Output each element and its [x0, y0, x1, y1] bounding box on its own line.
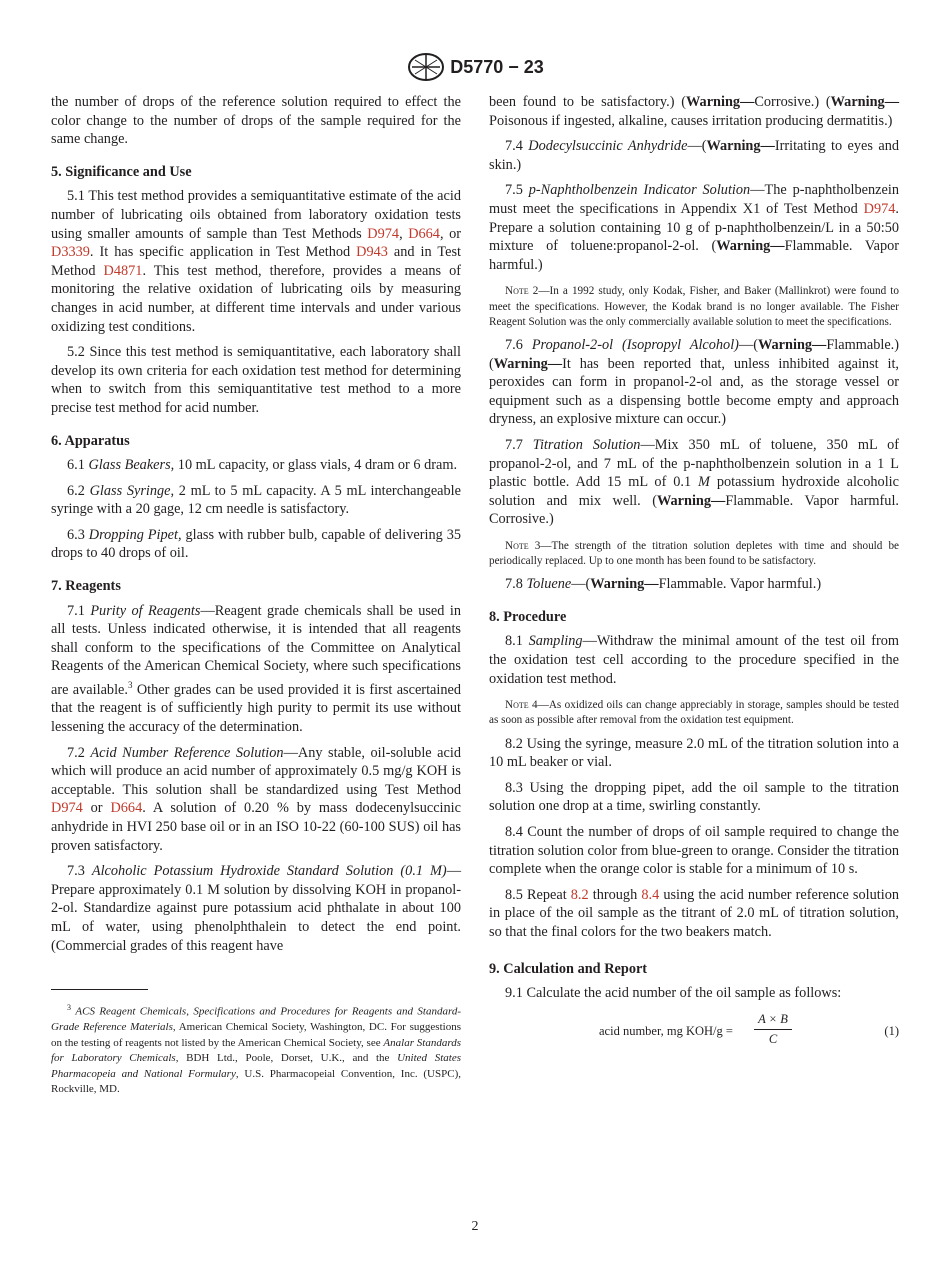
section-9-title: 9. Calculation and Report — [489, 960, 648, 977]
equation-1 — [489, 1010, 899, 1054]
paragraph-6-2: 6.2 Glass Syringe, 2 mL to 5 mL capacity. A 5 mL interchangeable syringe with a 20 gage, 12 cm needle is satisfactory. — [51, 482, 461, 518]
ref-8-2-link[interactable]: 8.2 — [570, 886, 589, 903]
ref-d4871-link[interactable]: D4871 — [103, 262, 143, 279]
ref-8-4-link[interactable]: 8.4 — [641, 886, 660, 903]
paragraph-7-7: 7.7 Titration Solution—Mix 350 mL of toluene, 350 mL of propanol-2-ol, and 7 mL of the p-naphtholbenzein solution in a 1 L plastic bottle. Add 15 mL of 0.1 M potassium hydroxide alcoholic solution and mix well. (Warning—Flammable. Vapor harmful. Corrosive.) — [489, 436, 899, 528]
paragraph-7-2: 7.2 Acid Number Reference Solution—Any stable, oil-soluble acid which will produce an acid number of approximately 0.5 mg/g KOH is acceptable. This solution shall be standardized using Test Method D974 or D664. A solution of 0.20 % by mass dodecenylsuccinic anhydride in HVI 250 base oil or in an ISO 10-22 (60-100 SUS) oil has proven satisfactory. — [51, 744, 461, 854]
paragraph-7-8: 7.8 Toluene—(Warning—Flammable. Vapor harmful.) — [505, 576, 822, 593]
equation-lhs: acid number, mg KOH/g = — [599, 1023, 733, 1038]
note-3: Note 3—The strength of the titration solution depletes with time and should be periodically replaced. Up to one month has been found to be satisfactory. — [489, 539, 899, 568]
ref-d974-link[interactable]: D974 — [863, 200, 896, 217]
paragraph-7-4: 7.4 Dodecylsuccinic Anhydride—(Warning—Irritating to eyes and skin.) — [489, 138, 899, 173]
document-id: D5770 − 23 — [450, 56, 544, 77]
section-7-title: 7. Reagents — [51, 578, 121, 595]
footnote-3: $^3$ ACS Reagent Chemicals, Specifications and Procedures for Reagents and Standard-Grade Reference Materials, American Chemical Society, Washington, DC. For suggestions on the testing of reagents not listed by the American Chemical Society, see Analar Standards for Laboratory Chemicals, BDH Ltd., Poole, Dorset, U.K., and the United States Pharmacopeia and National Formulary, U.S. Pharmacopeial Convention, Inc. (USPC), Rockville, MD. — [51, 1003, 461, 1096]
paragraph-8-3: 8.3 Using the dropping pipet, add the oil sample to the titration solution one drop at a time, swirling constantly. — [489, 779, 899, 815]
ref-d974-link[interactable]: D974 — [51, 800, 83, 817]
ref-d664-link[interactable]: D664 — [110, 800, 143, 817]
ref-d974-link[interactable]: D974 — [367, 225, 400, 242]
note-4: Note 4—As oxidized oils can change appreciably in storage, samples should be tested as soon as possible after removal from the oxidation test equipment. — [489, 699, 899, 727]
paragraph-8-5: 8.5 Repeat 8.2 through 8.4 using the acid number reference solution in place of the oil sample as the titrant of 2.0 mL of titration solution, so that the final colors for the two beakers match. — [489, 886, 899, 941]
equation-fraction — [754, 1010, 792, 1049]
paragraph-7-1: 7.1 Purity of Reagents—Reagent grade chemicals shall be used in all tests. Unless indicated otherwise, it is intended that all reagents shall conform to the specifications of the Committee on Analytical Reagents of the American Chemical Society, where such specifications are available.$^3$ Other grades can be used provided it is first ascertained that the reagent is of sufficiently high purity to permit its use without lessening the accuracy of the determination. — [51, 602, 461, 735]
astm-logo-icon — [406, 52, 446, 82]
note-2: Note 2—In a 1992 study, only Kodak, Fisher, and Baker (Mallinkrot) were found to meet the specifications. However, the Kodak brand is no longer available. The Fisher Reagent Solution was the only commercially available solution to meet the specifications. — [489, 285, 899, 328]
footnote-marker[interactable]: 3 — [127, 680, 133, 691]
paragraph-9-1: 9.1 Calculate the acid number of the oil sample as follows: — [505, 985, 842, 1002]
paragraph-6-1: 6.1 Glass Beakers, 10 mL capacity, or glass vials, 4 dram or 6 dram. — [67, 457, 458, 474]
paragraph-7-3-continued: been found to be satisfactory.) (Warning—Corrosive.) (Warning—Poisonous if ingested, alkaline, causes irritation producing dermatitis.) — [489, 94, 899, 129]
section-5-title: 5. Significance and Use — [51, 163, 192, 180]
equation-denominator: C — [768, 1032, 778, 1047]
page-header — [0, 52, 950, 82]
section-6-title: 6. Apparatus — [51, 432, 130, 449]
right-column — [489, 93, 899, 1054]
section-8-title: 8. Procedure — [489, 608, 567, 625]
paragraph-5-1: 5.1 This test method provides a semiquantitative estimate of the acid number of lubricating oils obtained from laboratory oxidation tests using smaller amounts of sample than Test Methods D974, D664, or D3339. It has specific application in Test Method D943 and in Test Method D4871. This test method, therefore, provides a means of monitoring the relative oxidation of lubricating oils by measuring changes in acid number, at different time intervals and under various oxidizing test conditions. — [51, 188, 462, 335]
paragraph-8-2: 8.2 Using the syringe, measure 2.0 mL of the titration solution into a 10 mL beaker or vial. — [489, 735, 899, 771]
ref-d664-link[interactable]: D664 — [408, 225, 440, 242]
equation-number: (1) — [884, 1023, 899, 1038]
page-number: 2 — [471, 1219, 479, 1234]
paragraph-7-6: 7.6 Propanol-2-ol (Isopropyl Alcohol)—(Warning—Flammable.) (Warning—It has been reported that, unless inhibited against it, peroxides can form in propanol-2-ol and, as the storage vessel or equipment such as a dispensing bottle become empty and approach dryness, an explosive mixture can occur.) — [489, 336, 900, 428]
ref-d3339-link[interactable]: D3339 — [51, 244, 90, 261]
paragraph-6-3: 6.3 Dropping Pipet, glass with rubber bulb, capable of delivering 35 drops to 40 drops of oil. — [51, 526, 461, 562]
ref-d943-link[interactable]: D943 — [356, 244, 388, 261]
paragraph-8-1: 8.1 Sampling—Withdraw the minimal amount of the test oil from the oxidation test cell according to the procedure specified in the oxidation test method. — [489, 633, 899, 687]
paragraph-7-5: 7.5 p-Naphtholbenzein Indicator Solution—The p-naphtholbenzein must meet the specifications in Appendix X1 of Test Method D974. Prepare a solution containing 10 g of p-naphtholbenzein/L in a 50:50 mixture of toluene:propanol-2-ol. (Warning—Flammable. Vapor harmful.) — [489, 182, 899, 273]
paragraph-8-4: 8.4 Count the number of drops of oil sample required to change the titration solution color from blue-green to orange. Consider the titration complete when the orange color is stable for a minimum of 10 s. — [489, 824, 899, 878]
left-column — [51, 93, 461, 1098]
equation-numerator: A × B — [754, 1010, 792, 1031]
continued-paragraph: the number of drops of the reference solution required to effect the color change to the number of drops of the sample required for the same change. — [51, 94, 461, 148]
footnote-divider — [51, 989, 148, 990]
paragraph-7-3: 7.3 Alcoholic Potassium Hydroxide Standard Solution (0.1 M)—Prepare approximately 0.1 M solution by dissolving KOH in propanol-2-ol. Standardize against pure potassium acid phthalate in about 100 mL of water, using phenolphthalein to detect the end point. (Commercial grades of this reagent have — [51, 863, 461, 954]
paragraph-5-2: 5.2 Since this test method is semiquantitative, each laboratory shall develop its own criteria for each oxidation test method for determining when to switch from this semiquantitative test method to a more precise test method for acid number. — [51, 344, 461, 416]
